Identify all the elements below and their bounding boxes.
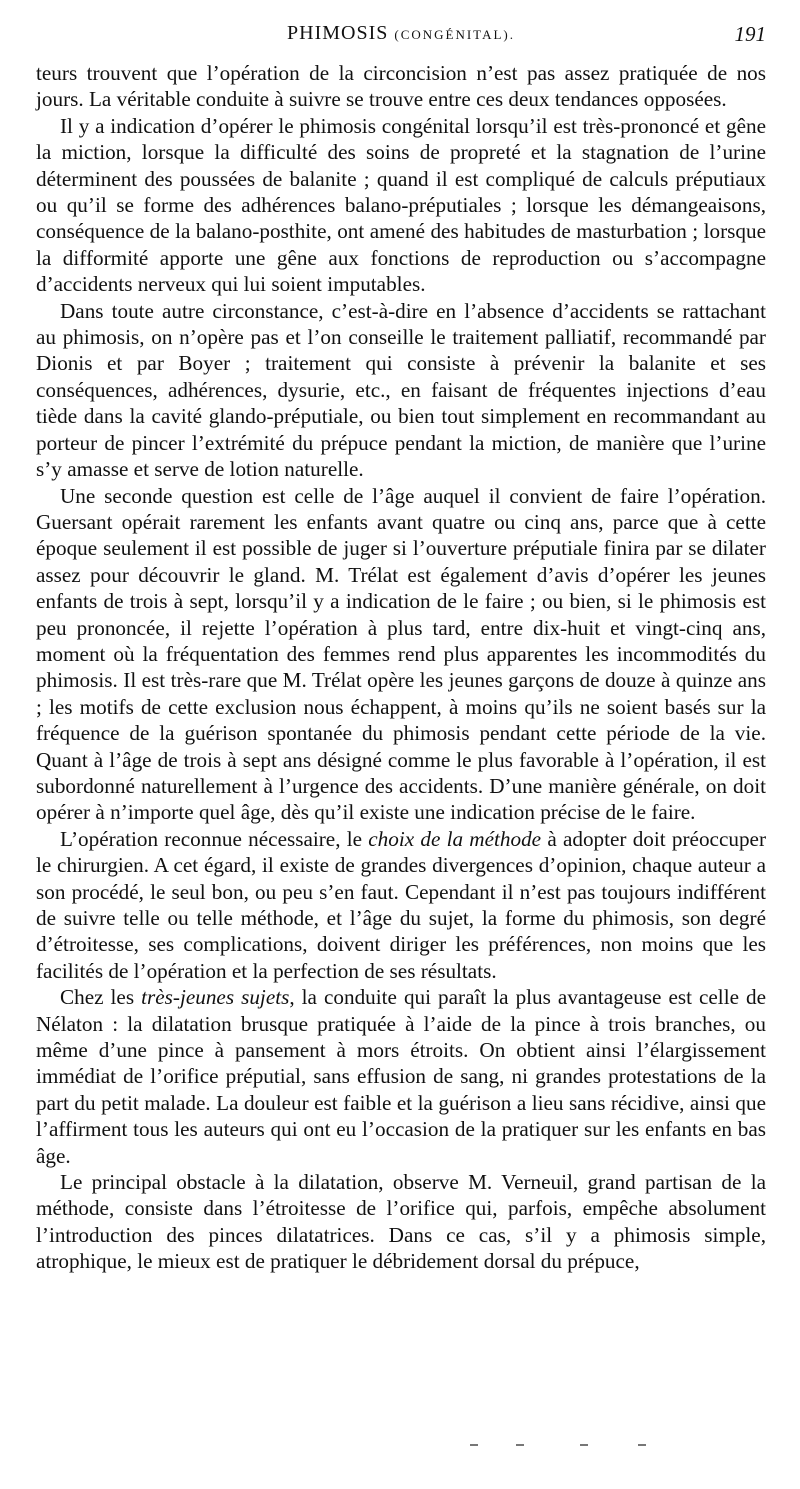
dash-mark — [470, 1444, 478, 1446]
paragraph-2 — [36, 113, 766, 298]
paragraph-text: Chez les — [60, 985, 142, 1010]
paragraph-text: Il y a indication d’opérer le phimosis congénital lorsqu’il est très-prononcé et gêne la miction, lorsque la difficulté des soins de propreté et la stagnation de l’urine déterminent des poussées de balanite ; quand il est compliqué de calculs préputiaux ou qu’il se forme des adhérences balano-préputiales ; lorsque les démangeaisons, conséquence de la balano-posthite, ont amené des habitudes de masturbation ; lorsque la difformité apporte une gêne aux fonctions de reproduction ou s’accompagne d’accidents nerveux qui lui soient imputables. — [36, 113, 766, 297]
dash-mark — [516, 1444, 524, 1446]
paragraph-text: , la conduite qui paraît la plus avantageuse est celle de Nélaton : la dilatation brusque pratiquée à l’aide de la pince à trois branches, ou même d’une pince à pansement à mors étroits. On obtient ainsi l’élargissement immédiat de l’orifice préputial, sans effusion de sang, ni grandes protestations de la part du petit malade. La douleur est faible et la guérison a lieu sans récidive, ainsi que l’affirment tous les auteurs qui ont eu l’occasion de la pratiquer sur les enfants en bas âge. — [36, 985, 766, 1168]
paragraph-text: Une seconde question est celle de l’âge auquel il convient de faire l’opération. Guersant opérait rarement les enfants avant quatre ou cinq ans, parce que à cette époque seulement il est possible de juger si l’ouverture préputiale finira par se dilater assez pour découvrir le gland. M. Trélat est également d’avis d’opérer les jeunes enfants de trois à sept, lorsqu’il y a indication de le faire ; ou bien, si le phimosis est peu prononcée, il rejette l’opération à plus tard, entre dix-huit et vingt-cinq ans, moment où la fréquentation des femmes rend plus apparentes les incommodités du phimosis. Il est très-rare que M. Trélat opère les jeunes garçons de douze à quinze ans ; les motifs de cette exclusion nous échappent, à moins qu’ils ne soient basés sur la fréquence de la guérison spontanée du phimosis pendant cette période de la vie. Quant à l’âge de trois à sept ans désigné comme le plus favorable à l’opération, il est subordonné naturellement à l’urgence des accidents. D’une manière générale, on doit opérer à n’importe quel âge, dès qu’il existe une indication précise de le faire. — [36, 483, 766, 825]
running-title — [36, 22, 766, 45]
paragraph-text: Le principal obstacle à la dilatation, observe M. Verneuil, grand partisan de la méthode, consiste dans l’étroitesse de l’orifice qui, parfois, empêche absolument l’introduction des pinces dilatatrices. Dans ce cas, s’il y a phimosis simple, atrophique, le mieux est de pratiquer le débridement dorsal du prépuce, — [36, 1170, 766, 1274]
paragraph-4 — [36, 483, 766, 826]
footer-marks — [470, 1440, 650, 1450]
running-header — [36, 22, 766, 52]
body-text — [36, 60, 766, 1275]
header-title: PHIMOSIS — [287, 22, 389, 44]
header-subtitle: (CONGÉNITAL). — [394, 27, 515, 42]
paragraph-text: Dans toute autre circonstance, c’est-à-dire en l’absence d’accidents se rattachant au phimosis, on n’opère pas et l’on conseille le traitement palliatif, recommandé par Dionis et par Boyer ; traitement qui consiste à prévenir la balanite et ses conséquences, adhérences, dysurie, etc., en faisant de fréquentes injections d’eau tiède dans la cavité glando-préputiale, ou bien tout simplement en recommandant au porteur de pincer l’extrémité du prépuce pendant la miction, de manière que l’urine s’y amasse et serve de lotion naturelle. — [36, 298, 766, 482]
paragraph-text: à adopter doit préoccuper le chirurgien. A cet égard, il existe de grandes divergences d’opinion, chaque auteur a son procédé, le seul bon, ou peu s’en faut. Cependant il n’est pas toujours indifférent de suivre telle ou telle méthode, et l’âge du sujet, la forme du phimosis, son degré d’étroitesse, ses complications, doivent diriger les préférences, non moins que les facilités de l’opération et la perfection de ses résultats. — [36, 826, 767, 983]
paragraph-text: L’opération reconnue nécessaire, le — [60, 826, 369, 851]
italic-phrase: très-jeunes sujets — [141, 985, 290, 1010]
paragraph-6 — [36, 984, 766, 1169]
paragraph-text: teurs trouvent que l’opération de la circoncision n’est pas assez pratiquée de nos jours. La véritable conduite à suivre se trouve entre ces deux tendances opposées. — [36, 61, 766, 112]
paragraph-5 — [36, 826, 766, 984]
paragraph-3 — [36, 298, 766, 483]
dash-mark — [638, 1444, 646, 1446]
page-number: 191 — [734, 22, 766, 46]
italic-phrase: choix de la méthode — [368, 826, 542, 851]
paragraph-7 — [36, 1169, 766, 1275]
paragraph-1 — [36, 60, 766, 113]
dash-mark — [580, 1444, 588, 1446]
